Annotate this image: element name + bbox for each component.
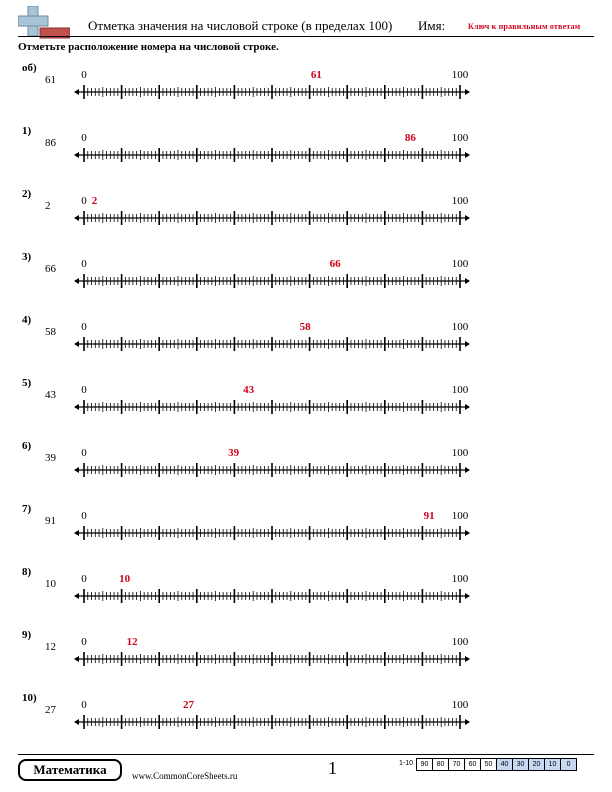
answer-label: 61 bbox=[310, 69, 322, 81]
min-label: 0 bbox=[81, 69, 87, 81]
left-arrow-icon bbox=[74, 593, 79, 599]
max-label: 100 bbox=[451, 321, 469, 333]
right-arrow-icon bbox=[465, 719, 470, 725]
number-line bbox=[0, 629, 612, 679]
problem-value: 27 bbox=[45, 704, 56, 716]
score-cell: 10 bbox=[544, 758, 561, 771]
number-line bbox=[0, 125, 612, 175]
min-label: 0 bbox=[81, 195, 87, 207]
problem-label: 3) bbox=[22, 251, 32, 263]
problem-label: 6) bbox=[22, 440, 32, 452]
min-label: 0 bbox=[81, 699, 87, 711]
max-label: 100 bbox=[451, 636, 469, 648]
problem-item bbox=[0, 188, 612, 238]
left-arrow-icon bbox=[74, 530, 79, 536]
header-divider bbox=[18, 36, 594, 37]
problem-label: 2) bbox=[22, 188, 32, 200]
footer-divider bbox=[18, 754, 594, 755]
max-label: 100 bbox=[451, 510, 469, 522]
right-arrow-icon bbox=[465, 89, 470, 95]
problem-item bbox=[0, 125, 612, 175]
answer-label: 12 bbox=[126, 636, 138, 648]
problem-label: 8) bbox=[22, 566, 32, 578]
answer-label: 58 bbox=[299, 321, 311, 333]
left-arrow-icon bbox=[74, 719, 79, 725]
score-cell: 30 bbox=[512, 758, 529, 771]
max-label: 100 bbox=[451, 195, 469, 207]
problem-value: 86 bbox=[45, 137, 56, 149]
answer-label: 91 bbox=[423, 510, 435, 522]
problem-value: 58 bbox=[45, 326, 56, 338]
answer-label: 43 bbox=[243, 384, 255, 396]
answer-label: 27 bbox=[183, 699, 195, 711]
min-label: 0 bbox=[81, 258, 87, 270]
max-label: 100 bbox=[451, 573, 469, 585]
number-line bbox=[0, 440, 612, 490]
instructions: Отметьте расположение номера на числовой строке. bbox=[18, 41, 279, 53]
problem-label: 1) bbox=[22, 125, 32, 137]
max-label: 100 bbox=[451, 132, 469, 144]
problem-item bbox=[0, 314, 612, 364]
right-arrow-icon bbox=[465, 404, 470, 410]
left-arrow-icon bbox=[74, 278, 79, 284]
number-line bbox=[0, 377, 612, 427]
score-cell: 20 bbox=[528, 758, 545, 771]
score-cell: 90 bbox=[416, 758, 433, 771]
problem-item bbox=[0, 62, 612, 112]
answer-key-label: Ключ к правильным ответам bbox=[468, 22, 581, 31]
right-arrow-icon bbox=[465, 152, 470, 158]
min-label: 0 bbox=[81, 510, 87, 522]
number-line bbox=[0, 251, 612, 301]
score-table bbox=[398, 758, 577, 771]
min-label: 0 bbox=[81, 321, 87, 333]
problem-item bbox=[0, 251, 612, 301]
worksheet-title: Отметка значения на числовой строке (в пределах 100) bbox=[88, 18, 393, 33]
left-arrow-icon bbox=[74, 656, 79, 662]
problem-label: 10) bbox=[22, 692, 37, 704]
score-cell: 80 bbox=[432, 758, 449, 771]
problem-value: 10 bbox=[45, 578, 56, 590]
problem-value: 12 bbox=[45, 641, 56, 653]
problem-item bbox=[0, 440, 612, 490]
problem-label: 5) bbox=[22, 377, 32, 389]
number-line bbox=[0, 188, 612, 238]
problem-item bbox=[0, 503, 612, 553]
right-arrow-icon bbox=[465, 656, 470, 662]
score-range: 1-10 bbox=[399, 760, 414, 767]
min-label: 0 bbox=[81, 636, 87, 648]
problem-item bbox=[0, 629, 612, 679]
site-url: www.CommonCoreSheets.ru bbox=[132, 771, 238, 781]
score-cell: 40 bbox=[496, 758, 513, 771]
max-label: 100 bbox=[451, 384, 469, 396]
math-plus-logo-icon bbox=[18, 6, 70, 40]
problem-value: 66 bbox=[45, 263, 56, 275]
min-label: 0 bbox=[81, 573, 87, 585]
max-label: 100 bbox=[451, 258, 469, 270]
problem-value: 39 bbox=[45, 452, 56, 464]
score-cell: 0 bbox=[560, 758, 577, 771]
max-label: 100 bbox=[451, 69, 469, 81]
problem-item bbox=[0, 566, 612, 616]
answer-label: 86 bbox=[404, 132, 416, 144]
left-arrow-icon bbox=[74, 89, 79, 95]
problem-item bbox=[0, 377, 612, 427]
problem-value: 61 bbox=[45, 74, 56, 86]
name-label: Имя: bbox=[418, 18, 446, 33]
right-arrow-icon bbox=[465, 467, 470, 473]
right-arrow-icon bbox=[465, 278, 470, 284]
left-arrow-icon bbox=[74, 467, 79, 473]
problem-label: 4) bbox=[22, 314, 32, 326]
number-line bbox=[0, 503, 612, 553]
problem-label: об) bbox=[22, 62, 37, 74]
min-label: 0 bbox=[81, 384, 87, 396]
left-arrow-icon bbox=[74, 404, 79, 410]
problem-value: 43 bbox=[45, 389, 56, 401]
left-arrow-icon bbox=[74, 341, 79, 347]
number-line bbox=[0, 314, 612, 364]
right-arrow-icon bbox=[465, 215, 470, 221]
right-arrow-icon bbox=[465, 593, 470, 599]
problem-item bbox=[0, 692, 612, 742]
problem-value: 2 bbox=[45, 200, 51, 212]
min-label: 0 bbox=[81, 132, 87, 144]
score-cell: 50 bbox=[480, 758, 497, 771]
score-cell: 60 bbox=[464, 758, 481, 771]
left-arrow-icon bbox=[74, 215, 79, 221]
right-arrow-icon bbox=[465, 341, 470, 347]
number-line bbox=[0, 692, 612, 742]
subject-badge: Математика bbox=[18, 759, 122, 781]
number-line bbox=[0, 62, 612, 112]
left-arrow-icon bbox=[74, 152, 79, 158]
score-cell: 70 bbox=[448, 758, 465, 771]
right-arrow-icon bbox=[465, 530, 470, 536]
page-number: 1 bbox=[328, 758, 337, 778]
max-label: 100 bbox=[451, 447, 469, 459]
answer-label: 39 bbox=[228, 447, 240, 459]
min-label: 0 bbox=[81, 447, 87, 459]
problem-label: 7) bbox=[22, 503, 32, 515]
answer-label: 10 bbox=[119, 573, 131, 585]
number-line bbox=[0, 566, 612, 616]
answer-label: 2 bbox=[91, 195, 98, 207]
answer-label: 66 bbox=[329, 258, 341, 270]
problem-value: 91 bbox=[45, 515, 56, 527]
max-label: 100 bbox=[451, 699, 469, 711]
problem-label: 9) bbox=[22, 629, 32, 641]
